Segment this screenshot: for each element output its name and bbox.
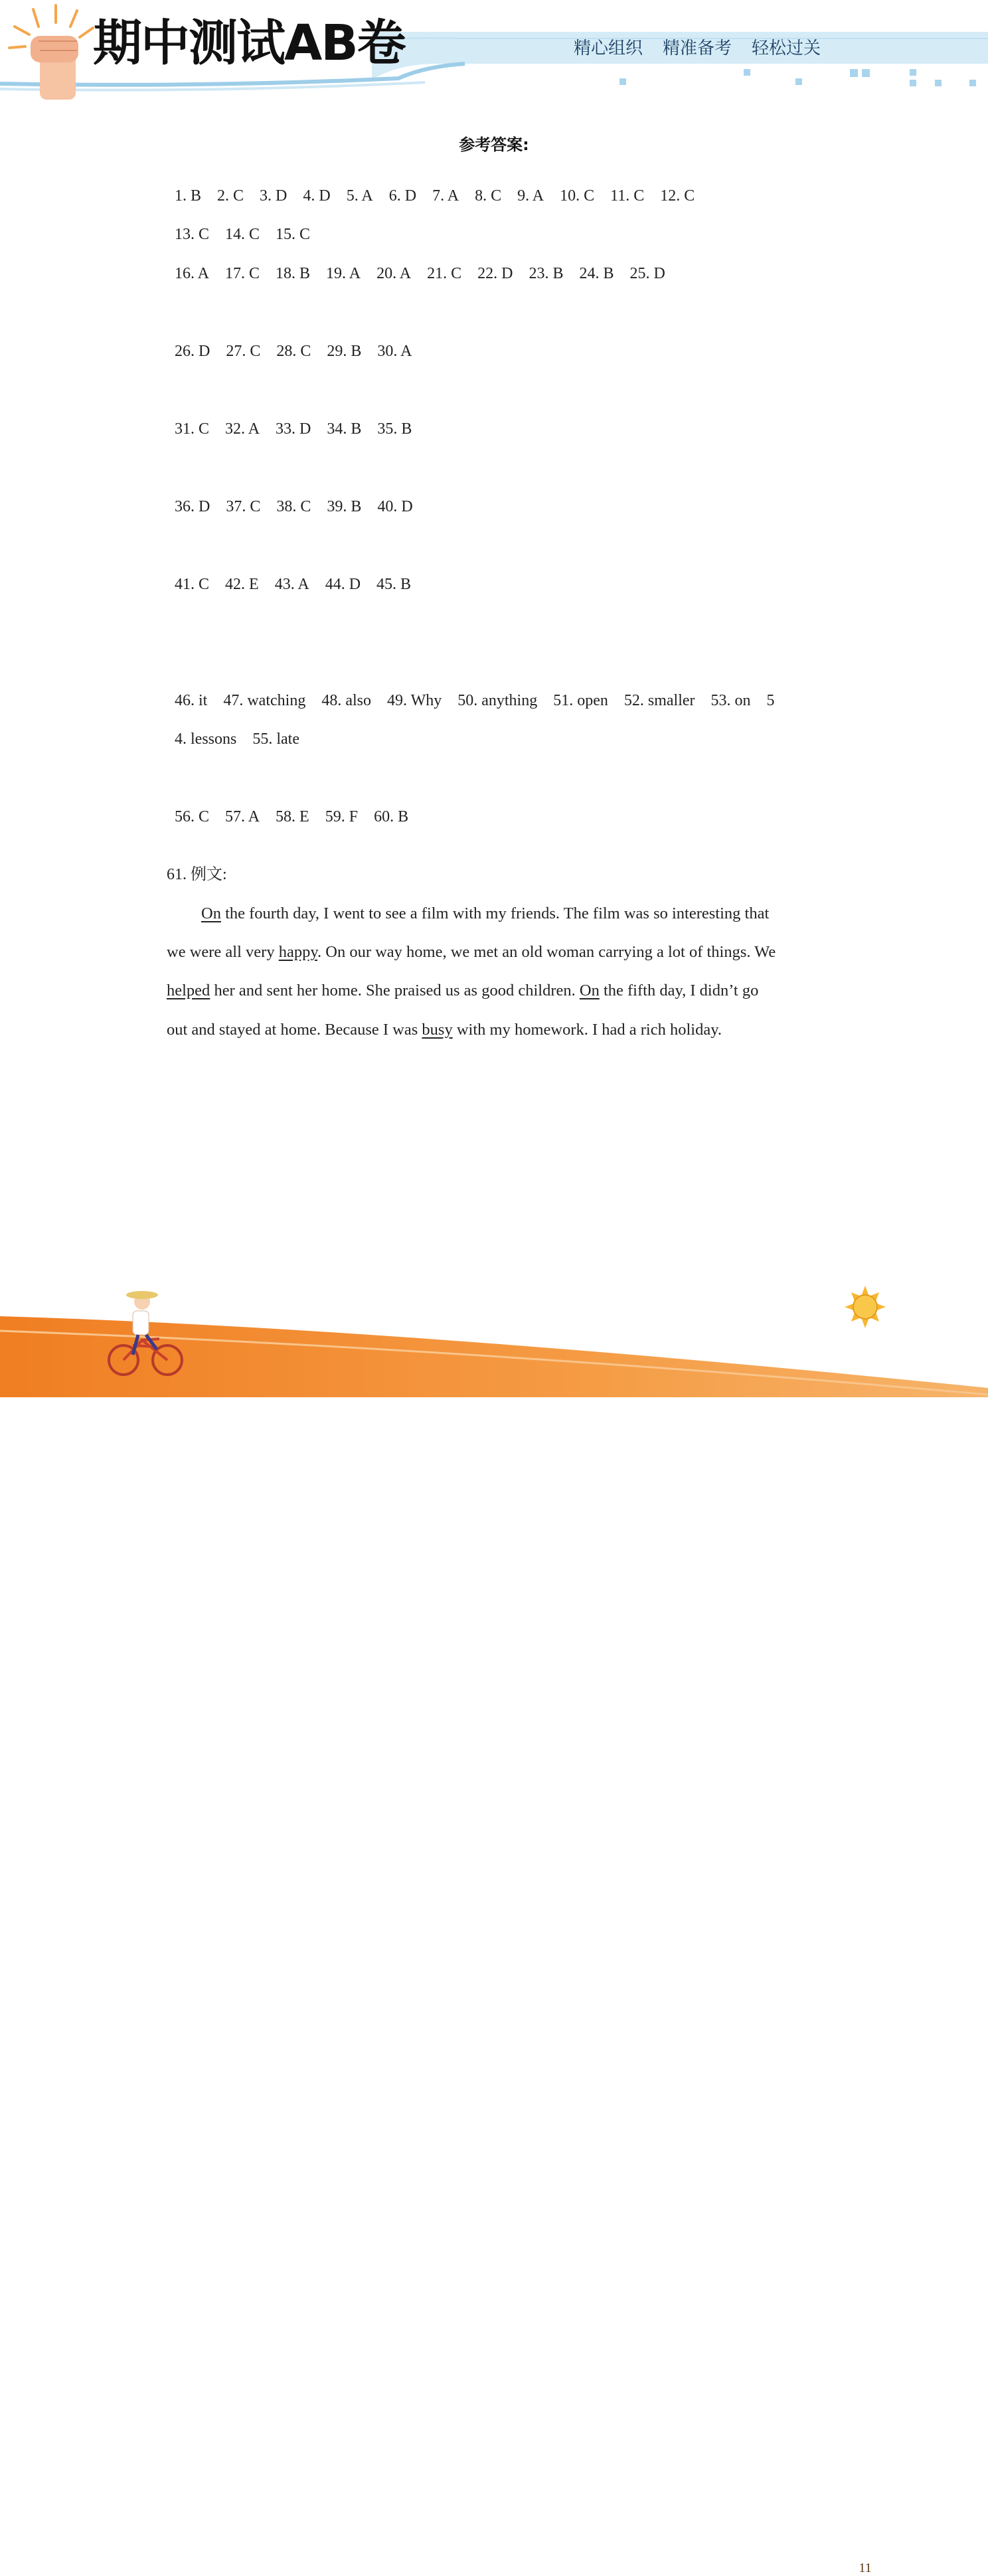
answer-row [167, 787, 424, 827]
answer-item: 52. smaller [623, 692, 695, 709]
answer-item: 50. anything [457, 692, 538, 709]
essay-text: the fourth day, I went to see a film with my friends. The film was so interesting that [220, 904, 770, 922]
underlined-word: happy [278, 943, 317, 961]
answer-item: 36. D [175, 498, 210, 515]
answer-row [167, 399, 428, 439]
underlined-word: On [579, 982, 600, 999]
answer-item: 3. D [260, 187, 288, 205]
answer-item: 1. B [175, 187, 202, 205]
answer-item: 19. A [326, 265, 361, 282]
answer-item: 43. A [274, 576, 309, 593]
answer-item: 46. it [175, 692, 208, 709]
answer-item: 14. C [225, 226, 260, 243]
answer-item: 8. C [475, 187, 502, 205]
answer-item: 13. C [175, 226, 210, 243]
answer-row [167, 244, 681, 284]
answer-item: 33. D [276, 420, 311, 438]
answer-item: 30. A [377, 343, 412, 360]
answer-item: 15. C [276, 226, 311, 243]
page-footer [0, 1262, 988, 2575]
answer-item: 40. D [377, 498, 413, 515]
answer-item: 5 [766, 692, 775, 709]
answer-item: 39. B [327, 498, 362, 515]
answer-item: 10. C [560, 187, 595, 205]
answer-item: 20. A [376, 265, 412, 282]
essay-line [167, 981, 758, 1001]
answer-key-heading: 参考答案: [459, 135, 529, 154]
answer-item: 41. C [175, 576, 210, 593]
answer-item: 47. watching [223, 692, 306, 709]
answer-item: 37. C [226, 498, 261, 515]
answer-item: 53. on [710, 692, 751, 709]
answer-item: 35. B [377, 420, 412, 438]
answer-item: 5. A [346, 187, 373, 205]
slogan-group [574, 35, 821, 59]
essay-text: we were all very [167, 943, 279, 961]
essay-text: her and sent her home. She praised us as good children. [210, 982, 580, 999]
page-header [0, 0, 988, 106]
slogan-2: 精准备考 [663, 39, 732, 58]
answer-item: 24. B [579, 265, 614, 282]
answer-item: 29. B [327, 343, 362, 360]
answer-item: 49. Why [387, 692, 442, 709]
answer-item: 38. C [276, 498, 311, 515]
answer-item: 4. lessons [175, 730, 237, 748]
answer-row [167, 671, 791, 711]
answer-item: 27. C [226, 343, 261, 360]
answer-item: 44. D [325, 576, 361, 593]
essay-text: . On our way home, we met an old woman carrying a lot of things. We [317, 943, 776, 961]
answer-item: 31. C [175, 420, 210, 438]
answer-item: 55. late [252, 730, 299, 748]
answer-item: 6. D [388, 187, 417, 205]
answer-item: 12. C [660, 187, 695, 205]
answer-item: 4. D [303, 187, 331, 205]
answer-item: 58. E [276, 808, 309, 825]
answer-item: 18. B [276, 265, 311, 282]
answer-row [167, 555, 427, 594]
answer-item: 42. E [225, 576, 259, 593]
answer-item: 22. D [477, 265, 513, 282]
page-number: 11 [859, 2561, 872, 2575]
answer-item: 60. B [374, 808, 409, 825]
slogan-3: 轻松过关 [752, 39, 821, 58]
answer-item: 9. A [517, 187, 544, 205]
answer-item: 26. D [175, 343, 210, 360]
answer-item: 11. C [610, 187, 645, 205]
answer-item: 16. A [175, 265, 210, 282]
answer-row [167, 166, 710, 206]
answer-item: 59. F [325, 808, 359, 825]
essay-text: the fifth day, I didn’t go [599, 982, 759, 999]
underlined-word: busy [422, 1021, 453, 1039]
answer-item: 23. B [529, 265, 564, 282]
answer-item: 21. C [427, 265, 462, 282]
answer-item: 28. C [276, 343, 311, 360]
footer-wave-graphic [0, 1262, 988, 1397]
answer-row [167, 205, 326, 244]
essay-text: with my homework. I had a rich holiday. [452, 1021, 722, 1039]
answer-item: 56. C [175, 808, 210, 825]
essay-label: 61. 例文: [167, 866, 227, 883]
answer-row [167, 709, 315, 749]
answer-row [167, 321, 428, 361]
answer-item: 17. C [225, 265, 260, 282]
answer-item: 57. A [225, 808, 260, 825]
answer-item: 25. D [629, 265, 665, 282]
answer-item: 7. A [432, 187, 459, 205]
answer-item: 2. C [217, 187, 244, 205]
answer-item: 51. open [553, 692, 608, 709]
essay-line [167, 1020, 722, 1040]
essay-line [167, 942, 776, 962]
essay-line [201, 904, 769, 924]
answer-item: 48. also [321, 692, 371, 709]
slogan-1: 精心组织 [574, 39, 643, 58]
answer-item: 32. A [225, 420, 260, 438]
underlined-word: helped [167, 982, 210, 999]
answer-item: 34. B [327, 420, 362, 438]
answer-item: 45. B [376, 576, 412, 593]
underlined-word: On [201, 904, 221, 922]
brand-title: 期中测试AB卷 [93, 15, 405, 72]
sun-icon [845, 1286, 886, 1328]
essay-text: out and stayed at home. Because I was [167, 1021, 422, 1039]
answer-row [167, 477, 429, 517]
